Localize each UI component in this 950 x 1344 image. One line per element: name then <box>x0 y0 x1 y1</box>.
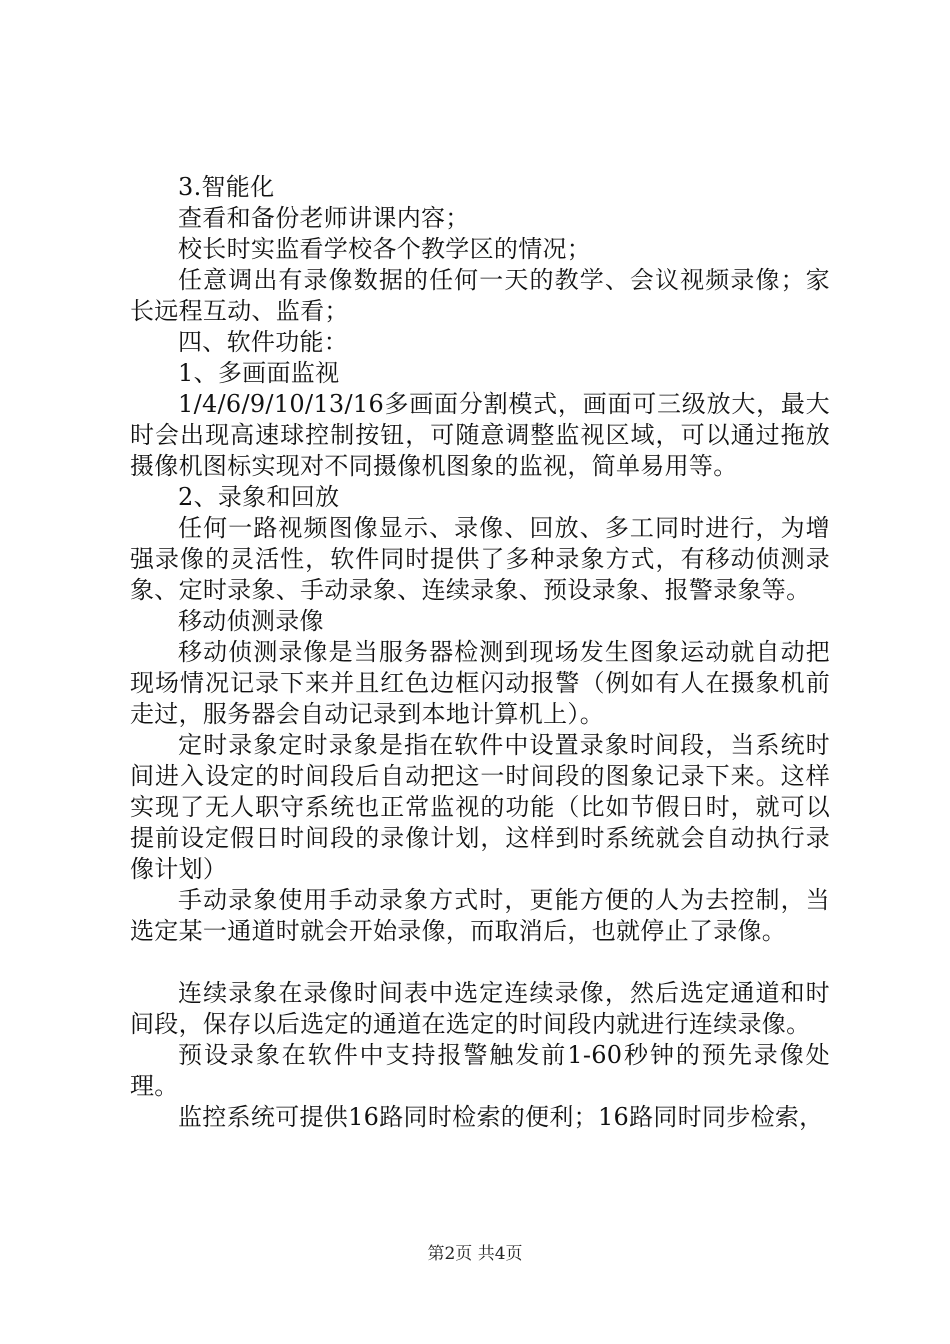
page-number-footer: 第2页 共4页 <box>427 1244 523 1264</box>
paragraph-view-backup: 查看和备份老师讲课内容； <box>178 204 470 232</box>
paragraph-motion-detect-desc: 移动侦测录像是当服务器检测到现场发生图象运动就自动把现场情况记录下来并且红色边框闪动报警（例如有人在摄象机前走过，服务器会自动记录到本地计算机上）。 <box>130 638 830 728</box>
document-body <box>130 172 830 1133</box>
paragraph-continuous-record-desc: 连续录象在录像时间表中选定连续录像，然后选定通道和时间段，保存以后选定的通道在选定的时间段内就进行连续录像。 <box>130 979 830 1038</box>
paragraph-multi-screen-desc: 1/4/6/9/10/13/16多画面分割模式，画面可三级放大，最大时会出现高速球控制按钮，可随意调整监视区域，可以通过拖放摄像机图标实现对不同摄像机图象的监视，简单易用等。 <box>130 390 830 480</box>
paragraph-record-playback-desc: 任何一路视频图像显示、录像、回放、多工同时进行，为增强录像的灵活性，软件同时提供了多种录象方式，有移动侦测录象、定时录象、手动录象、连续录象、预设录象、报警录象等。 <box>130 514 830 604</box>
paragraph-heading-motion-detect: 移动侦测录像 <box>178 607 324 635</box>
paragraph-gap <box>130 947 830 978</box>
paragraph-principal-monitor: 校长时实监看学校各个教学区的情况； <box>178 235 592 263</box>
paragraph-preset-record-desc: 预设录象在软件中支持报警触发前1-60秒钟的预先录像处理。 <box>130 1041 830 1100</box>
paragraph-retrieve-recordings: 任意调出有录像数据的任何一天的教学、会议视频录像；家长远程互动、监看； <box>130 266 830 325</box>
paragraph-heading-record-playback: 2、录象和回放 <box>178 483 340 511</box>
paragraph-search-desc: 监控系统可提供16路同时检索的便利；16路同时同步检索， <box>178 1103 824 1131</box>
paragraph-heading-intelligent: 3.智能化 <box>178 173 275 201</box>
paragraph-heading-multi-screen: 1、多画面监视 <box>178 359 340 387</box>
paragraph-manual-record-desc: 手动录象使用手动录象方式时，更能方便的人为去控制，当选定某一通道时就会开始录像，而取消后，也就停止了录像。 <box>130 886 830 945</box>
paragraph-heading-software-functions: 四、软件功能： <box>178 328 349 356</box>
paragraph-timed-record-desc: 定时录象定时录象是指在软件中设置录象时间段，当系统时间进入设定的时间段后自动把这一时间段的图象记录下来。这样实现了无人职守系统也正常监视的功能（比如节假日时，就可以提前设定假日时间段的录像计划，这样到时系统就会自动执行录像计划） <box>130 731 830 883</box>
